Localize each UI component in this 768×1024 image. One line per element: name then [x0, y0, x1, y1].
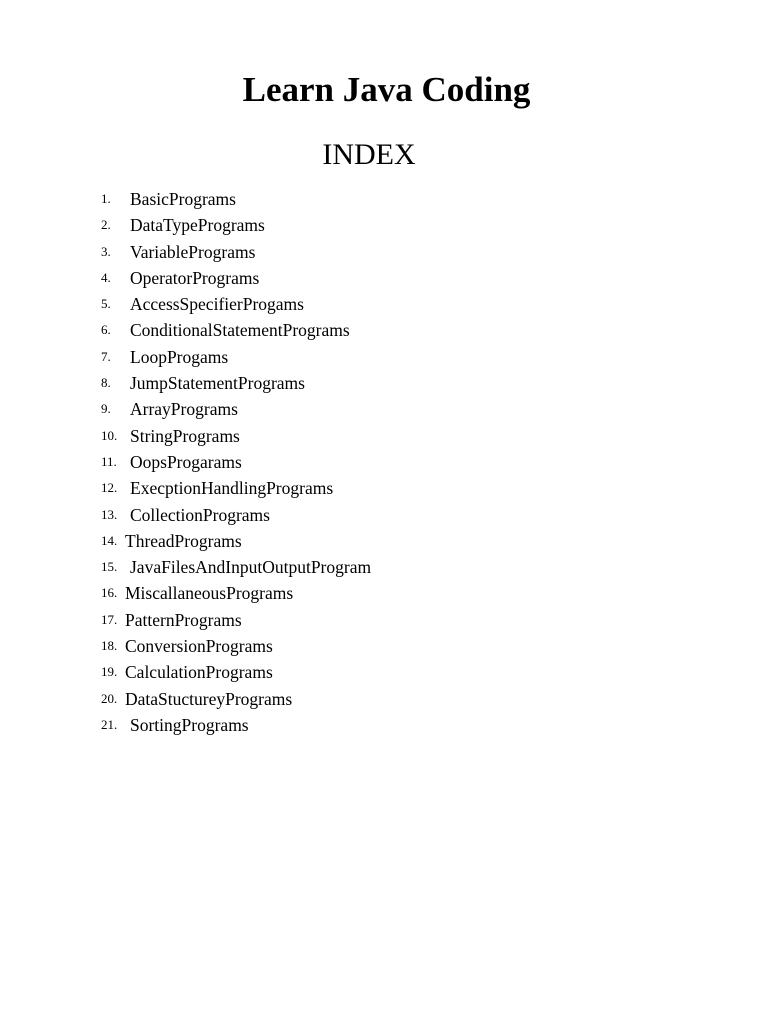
- item-label: ThreadPrograms: [125, 530, 242, 551]
- item-number: 17.: [101, 611, 118, 627]
- item-number: 4.: [101, 269, 111, 285]
- list-item: [0, 291, 768, 317]
- item-number: 5.: [101, 296, 111, 312]
- list-item: [0, 317, 768, 343]
- item-label: AccessSpecifierProgams: [130, 294, 304, 315]
- item-label: LoopProgams: [130, 346, 229, 367]
- list-item: [0, 633, 768, 659]
- item-label: ArrayPrograms: [130, 399, 238, 420]
- item-number: 1.: [101, 191, 111, 206]
- item-label: StringPrograms: [130, 425, 240, 446]
- item-number: 21.: [101, 716, 118, 732]
- item-number: 8.: [101, 375, 111, 391]
- item-label: OperatorPrograms: [130, 267, 260, 288]
- list-item: [0, 423, 768, 449]
- item-label: DataTypePrograms: [130, 215, 265, 236]
- list-item: [0, 712, 768, 738]
- item-label: ExecptionHandlingPrograms: [130, 478, 334, 499]
- item-number: 20.: [101, 690, 118, 706]
- item-number: 6.: [101, 322, 111, 338]
- item-label: ConditionalStatementPrograms: [130, 320, 350, 341]
- list-item: [0, 344, 768, 370]
- list-item: [0, 186, 768, 212]
- list-item: [0, 239, 768, 265]
- item-number: 19.: [101, 664, 118, 680]
- list-item: [0, 475, 768, 501]
- item-number: 10.: [101, 427, 118, 443]
- item-label: VariablePrograms: [130, 241, 256, 262]
- item-label: SortingPrograms: [130, 714, 249, 735]
- item-label: JumpStatementPrograms: [130, 373, 305, 394]
- item-number: 2.: [101, 217, 111, 233]
- list-item: [0, 659, 768, 685]
- list-item: [0, 212, 768, 238]
- item-number: 13.: [101, 506, 118, 522]
- item-label: DataStuctureyPrograms: [125, 688, 293, 709]
- item-label: JavaFilesAndInputOutputProgram: [130, 557, 372, 578]
- page-title: Learn Java Coding: [242, 70, 531, 109]
- item-label: CollectionPrograms: [130, 504, 270, 525]
- list-item: [0, 265, 768, 291]
- list-item: [0, 686, 768, 712]
- list-item: [0, 502, 768, 528]
- item-number: 14.: [101, 532, 118, 548]
- list-item: [0, 396, 768, 422]
- item-label: OopsProgarams: [130, 451, 242, 472]
- item-number: 3.: [101, 243, 111, 259]
- index-list: [0, 186, 768, 738]
- list-item: [0, 554, 768, 580]
- item-number: 11.: [101, 453, 117, 469]
- item-number: 16.: [101, 585, 118, 601]
- item-label: PatternPrograms: [125, 609, 242, 630]
- item-number: 12.: [101, 480, 118, 496]
- list-item: [0, 607, 768, 633]
- item-number: 18.: [101, 638, 118, 654]
- index-heading: INDEX: [322, 138, 416, 171]
- list-item: [0, 449, 768, 475]
- item-label: MiscallaneousPrograms: [125, 583, 294, 604]
- list-item: [0, 580, 768, 606]
- list-item: [0, 528, 768, 554]
- item-number: 15.: [101, 559, 118, 575]
- item-label: BasicPrograms: [130, 189, 236, 209]
- item-number: 7.: [101, 348, 111, 364]
- item-label: CalculationPrograms: [125, 662, 273, 683]
- item-label: ConversionPrograms: [125, 636, 273, 657]
- item-number: 9.: [101, 401, 111, 417]
- list-item: [0, 370, 768, 396]
